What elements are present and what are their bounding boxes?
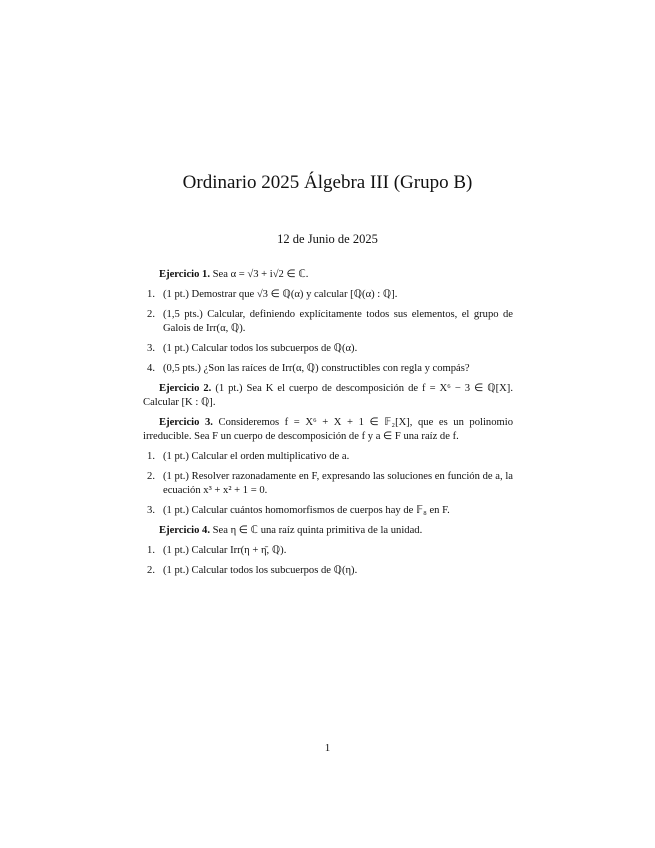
item-number: 1. (147, 289, 155, 300)
document-title: Ordinario 2025 Álgebra III (Grupo B) (182, 172, 473, 193)
item-number: 2. (147, 471, 155, 482)
item-text: (1 pt.) Calcular el orden multiplicativo de a. (163, 451, 350, 462)
exercise-2-heading: Ejercicio 2. (159, 383, 212, 394)
item-number: 1. (147, 545, 155, 556)
exercise-4-item-2 (143, 564, 513, 578)
item-text: (1 pt.) Calcular todos los subcuerpos de ℚ(η). (163, 565, 358, 576)
exercise-3-item-3 (143, 504, 513, 518)
item-text: (1 pt.) Demostrar que √3 ∈ ℚ(α) y calcular [ℚ(α) : ℚ]. (163, 289, 398, 300)
item-text: (1 pt.) Calcular cuántos homomorfismos de cuerpos hay de 𝔽₈ en F. (163, 505, 450, 516)
exercise-4-heading: Ejercicio 4. (159, 525, 210, 536)
item-number: 2. (147, 309, 155, 320)
item-number: 3. (147, 505, 155, 516)
exercise-2 (143, 382, 513, 410)
exercise-4-item-1 (143, 544, 513, 558)
item-number: 1. (147, 451, 155, 462)
exercise-1-item-3 (143, 342, 513, 356)
exercise-4 (143, 524, 513, 538)
exercise-3 (143, 416, 513, 444)
exercise-1-text: Sea α = √3 + i√2 ∈ ℂ. (212, 269, 309, 280)
exercise-1-heading: Ejercicio 1. (159, 269, 210, 280)
item-number: 4. (147, 363, 155, 374)
exercise-1-item-1 (143, 288, 513, 302)
exercise-3-heading: Ejercicio 3. (159, 417, 213, 428)
item-text: (1 pt.) Calcular Irr(η + η̄, ℚ). (163, 545, 287, 556)
document-date: 12 de Junio de 2025 (277, 232, 378, 246)
exercise-4-text: Sea η ∈ ℂ una raíz quinta primitiva de la unidad. (212, 525, 423, 536)
exercise-3-item-2 (143, 470, 513, 498)
item-number: 2. (147, 565, 155, 576)
exercise-1-item-2 (143, 308, 513, 336)
exam-body (143, 268, 513, 584)
item-number: 3. (147, 343, 155, 354)
page-number: 1 (324, 742, 331, 754)
item-text: (1 pt.) Calcular todos los subcuerpos de ℚ(α). (163, 343, 358, 354)
item-text: (1 pt.) Resolver razonadamente en F, expresando las soluciones en función de a, la ecuación x³ + x² + 1 = 0. (163, 471, 513, 496)
exercise-2-text: (1 pt.) Sea K el cuerpo de descomposición de f = X⁶ − 3 ∈ ℚ[X]. Calcular [K : ℚ]. (143, 383, 513, 408)
exercise-3-text: Consideremos f = X⁶ + X + 1 ∈ 𝔽₂[X], que es un polinomio irreducible. Sea F un cuerpo de descomposición de f y a ∈ F una raíz de f. (143, 417, 513, 442)
item-text: (1,5 pts.) Calcular, definiendo explícitamente todos sus elementos, el grupo de Galois de Irr(α, ℚ). (163, 309, 513, 334)
exercise-1-item-4 (143, 362, 513, 376)
item-text: (0,5 pts.) ¿Son las raíces de Irr(α, ℚ) constructibles con regla y compás? (163, 363, 470, 374)
exercise-1 (143, 268, 513, 282)
exercise-3-item-1 (143, 450, 513, 464)
